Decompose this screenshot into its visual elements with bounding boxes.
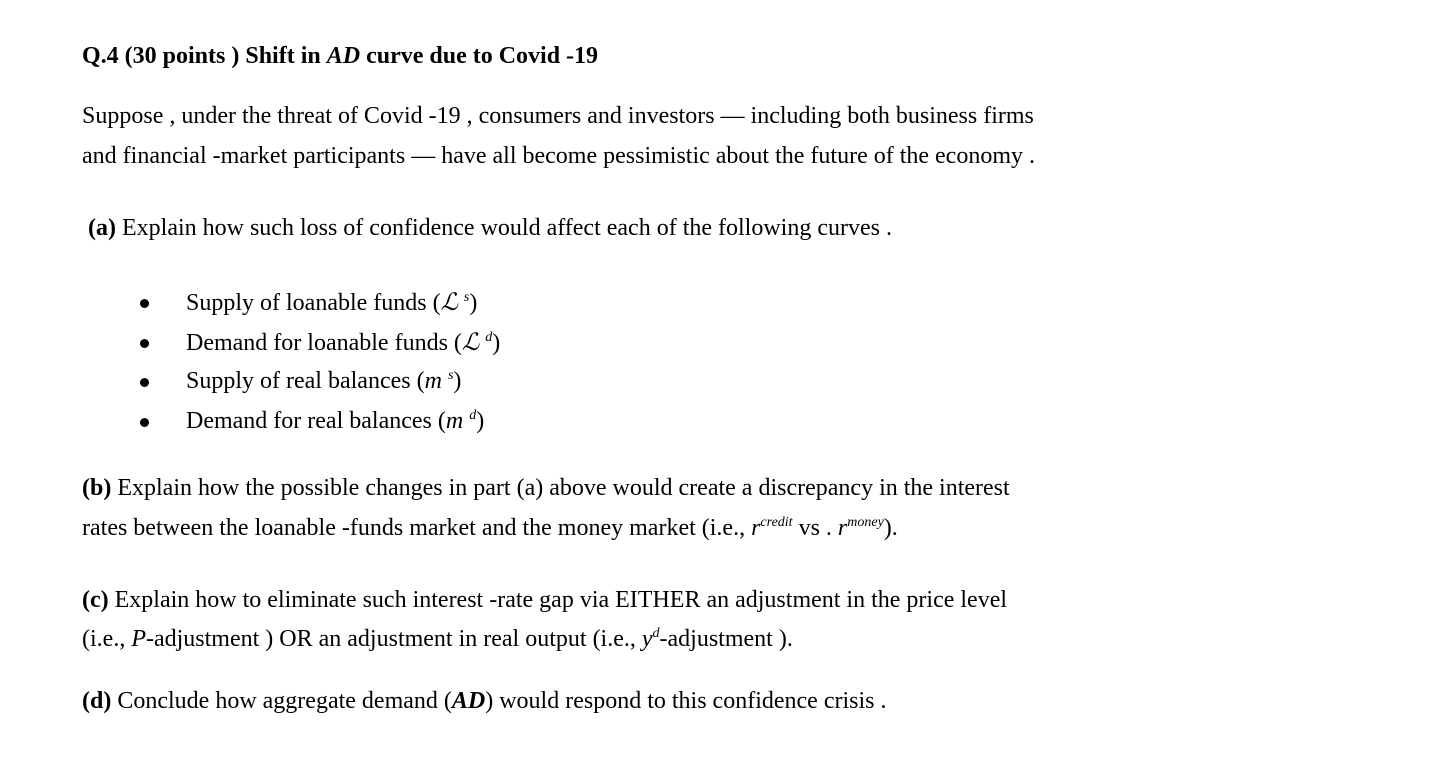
part-a-text: Explain how such loss of confidence would affect each of the following curves .: [115, 215, 892, 241]
title-prefix: Q.4 (30 points ) Shift in: [82, 43, 327, 69]
bullet-icon: [140, 418, 149, 427]
list-item-text: Demand for real balances (m $^d$): [186, 407, 485, 434]
price-level-symbol: P: [131, 626, 146, 652]
title-suffix: curve due to Covid -19: [360, 43, 599, 69]
title-ad-symbol: AD: [326, 43, 361, 69]
part-c-text: Explain how to eliminate such interest -rate gap via EITHER an adjustment in the price level: [108, 587, 1008, 613]
r-credit-symbol: r: [751, 515, 761, 541]
part-b-prompt-line-2: rates between the loanable -funds market and the money market (i.e., $r^{credit}$ vs . $r^{money}$).: [82, 515, 898, 541]
part-b-prompt-line-1: [82, 473, 1010, 503]
real-balances-symbol: m: [445, 407, 464, 434]
bullet-icon: [140, 378, 149, 387]
bullet-icon: [140, 299, 149, 308]
question-title: [82, 41, 598, 71]
part-d-prompt: (d) Conclude how aggregate demand (AD) would respond to this confidence crisis .: [82, 688, 887, 714]
r-money-symbol: r: [837, 515, 848, 541]
output-symbol: y: [641, 626, 653, 652]
part-b-label: (b): [82, 475, 112, 501]
part-a-prompt: [88, 213, 892, 243]
part-c-prompt-line-2: (i.e., P-adjustment ) OR an adjustment in real output (i.e., $y^d$-adjustment ).: [82, 626, 793, 652]
intro-line-2: and financial -market participants — have all become pessimistic about the future of the economy .: [82, 143, 1036, 169]
real-balances-symbol: m: [424, 368, 442, 394]
bullet-icon: [140, 339, 149, 348]
part-a-label: (a): [88, 215, 116, 241]
list-item-text: Supply of loanable funds (ℒ $^s$): [186, 288, 478, 316]
loanable-funds-symbol: ℒ: [440, 288, 458, 316]
part-c-prompt-line-1: [82, 585, 1007, 615]
ad-symbol: AD: [451, 688, 486, 714]
part-c-label: (c): [82, 587, 109, 613]
loanable-funds-symbol: ℒ: [461, 327, 480, 356]
part-d-label: (d): [82, 688, 112, 714]
list-item-text: Demand for loanable funds (ℒ $^d$): [186, 327, 501, 356]
intro-line-1: Suppose , under the threat of Covid -19 , consumers and investors — including both business firms: [82, 103, 1034, 129]
list-item-text: Supply of real balances (m $^s$): [186, 368, 462, 394]
part-b-text: Explain how the possible changes in part (a) above would create a discrepancy in the interest: [111, 475, 1010, 501]
